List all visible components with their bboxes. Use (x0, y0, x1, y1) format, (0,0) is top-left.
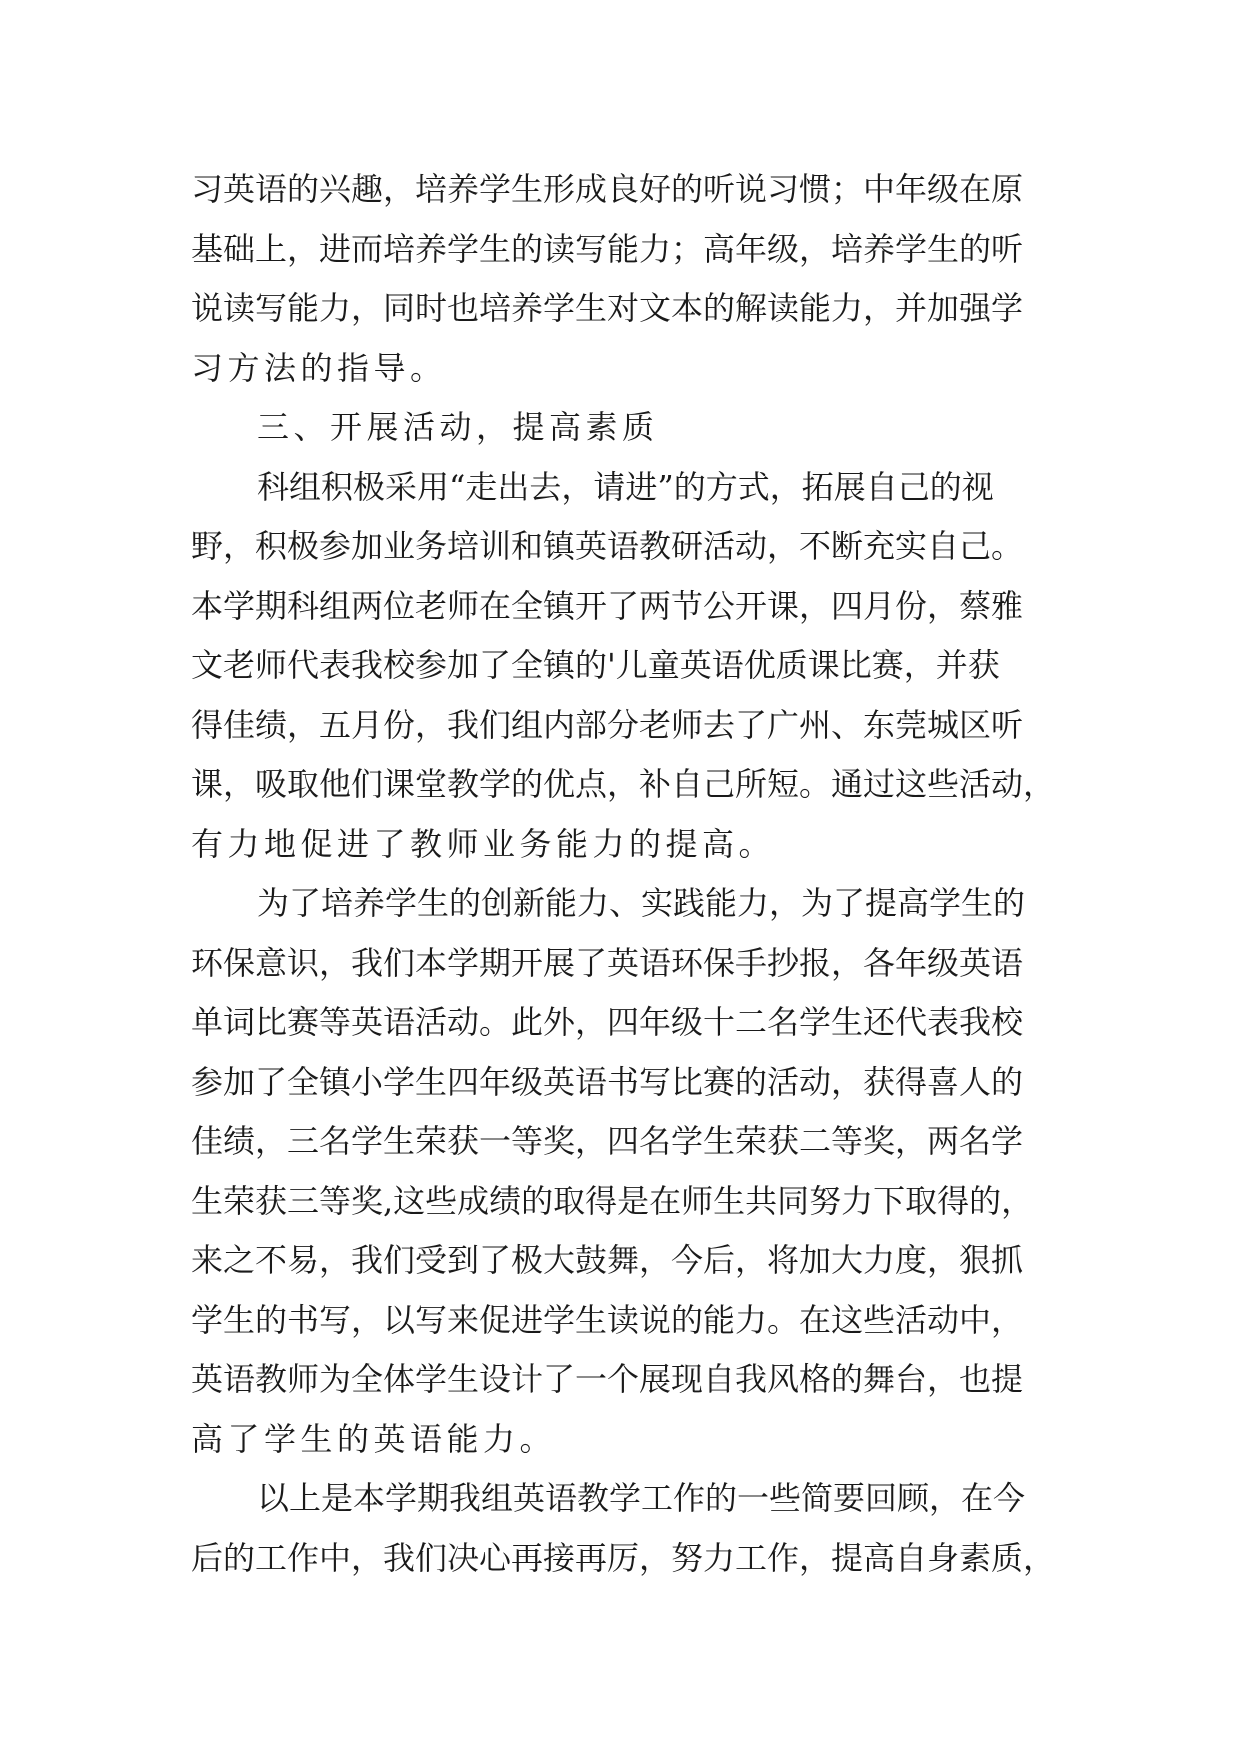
text-line: 来之不易，我们受到了极大鼓舞，今后，将加大力度，狠抓 (191, 1241, 1024, 1279)
document-body (191, 160, 1071, 1588)
text-line: 学生的书写，以写来促进学生读说的能力。在这些活动中， (191, 1300, 1024, 1339)
text-line: 后的工作中，我们决心再接再厉，努力工作，提高自身素质， (191, 1538, 1056, 1577)
text-line: 基础上，进而培养学生的读写能力；高年级，培养学生的听 (191, 229, 1024, 268)
text-line: 环保意识，我们本学期开展了英语环保手抄报，各年级英语 (191, 943, 1024, 982)
text-line: 习方法的指导。 (191, 348, 447, 387)
text-line: 英语教师为全体学生设计了一个展现自我风格的舞台，也提 (191, 1360, 1024, 1398)
text-line: 习英语的兴趣，培养学生形成良好的听说习惯；中年级在原 (191, 170, 1024, 208)
text-line: 参加了全镇小学生四年级英语书写比赛的活动，获得喜人的 (191, 1062, 1024, 1101)
text-line: 佳绩，三名学生荣获一等奖，四名学生荣获二等奖，两名学 (191, 1122, 1024, 1160)
text-line: 生荣获三等奖,这些成绩的取得是在师生共同努力下取得的， (191, 1181, 1034, 1220)
paragraph-first-line: 三、开展活动，提高素质 (257, 408, 659, 446)
paragraph-first-line: 以上是本学期我组英语教学工作的一些简要回顾，在今 (257, 1479, 1026, 1517)
text-line: 高了学生的英语能力。 (191, 1419, 557, 1458)
text-line: 说读写能力，同时也培养学生对文本的解读能力，并加强学 (191, 289, 1024, 327)
text-line: 单词比赛等英语活动。此外，四年级十二名学生还代表我校 (191, 1003, 1024, 1041)
paragraph-first-line: 为了培养学生的创新能力、实践能力，为了提高学生的 (257, 884, 1026, 922)
paragraph-first-line: 科组积极采用“走出去，请进”的方式，拓展自己的视 (257, 467, 994, 506)
text-line: 本学期科组两位老师在全镇开了两节公开课，四月份，蔡雅 (191, 586, 1024, 625)
text-line: 课，吸取他们课堂教学的优点，补自己所短。通过这些活动， (191, 765, 1056, 803)
text-line: 得佳绩，五月份，我们组内部分老师去了广州、东莞城区听 (191, 705, 1024, 744)
text-line: 有力地促进了教师业务能力的提高。 (191, 824, 776, 863)
text-line: 野，积极参加业务培训和镇英语教研活动，不断充实自己。 (191, 527, 1024, 565)
text-line: 文老师代表我校参加了全镇的'儿童英语优质课比赛，并获 (191, 646, 1000, 684)
